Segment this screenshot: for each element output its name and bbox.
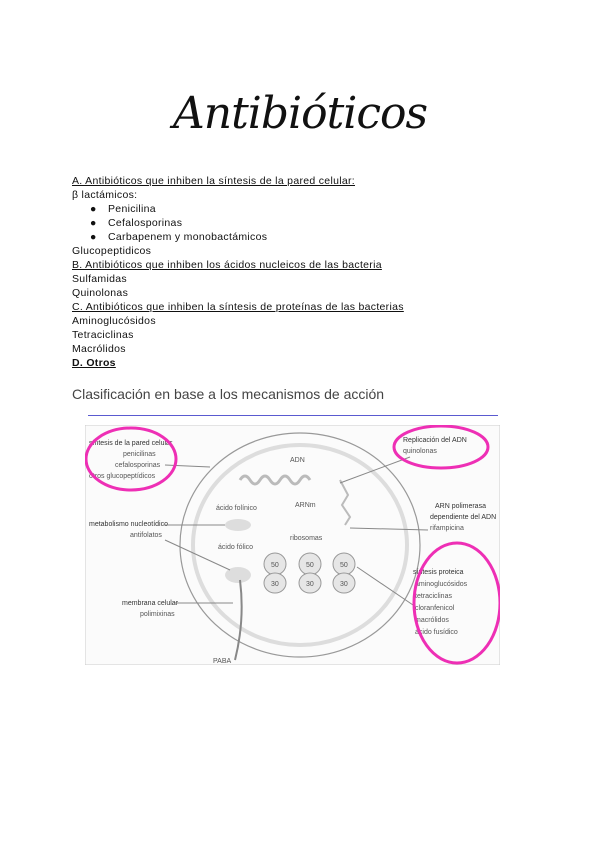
svg-text:rifampicina: rifampicina <box>430 525 464 532</box>
section-c-heading: C. Antibióticos que inhiben la síntesis de proteínas de las bacterias <box>72 301 404 313</box>
beta-lactamicos-label: β lactámicos: <box>72 189 138 201</box>
svg-text:50: 50 <box>340 562 348 569</box>
adn-label: ADN <box>290 457 305 464</box>
ribosomas-label: ribosomas <box>290 535 323 542</box>
svg-text:aminoglucósidos: aminoglucósidos <box>415 581 468 588</box>
mechanism-diagram <box>85 425 500 665</box>
list-item: ● Cefalosporinas <box>90 217 183 229</box>
svg-text:50: 50 <box>306 562 314 569</box>
list-item-text: Cefalosporinas <box>108 217 183 229</box>
section-b-heading: B. Antibióticos que inhiben los ácidos nucleicos de las bacteria <box>72 259 382 271</box>
list-item: Sulfamidas <box>72 273 127 285</box>
acido-folico-label: ácido fólico <box>218 544 254 551</box>
page-title: Antibióticos <box>172 88 428 139</box>
list-item: Quinolonas <box>72 287 129 299</box>
section-a-heading: A. Antibióticos que inhiben la síntesis de la pared celular: <box>72 175 355 187</box>
svg-text:50: 50 <box>271 562 279 569</box>
acido-folinico-label: ácido folínico <box>216 505 257 512</box>
svg-text:30: 30 <box>271 581 279 588</box>
enzyme-blob <box>225 519 251 531</box>
svg-text:polimixinas: polimixinas <box>140 611 175 618</box>
subtitle: Clasificación en base a los mecanismos de acción <box>72 386 385 402</box>
svg-text:cefalosporinas: cefalosporinas <box>115 462 161 469</box>
svg-text:macrólidos: macrólidos <box>415 617 449 624</box>
list-item: ● Carbapenem y monobactámicos <box>90 231 268 243</box>
svg-text:30: 30 <box>306 581 314 588</box>
list-item: Tetraciclinas <box>72 329 134 341</box>
list-item-text: Penicilina <box>108 203 156 215</box>
svg-text:síntesis proteica: síntesis proteica <box>413 569 464 576</box>
list-item: Macrólidos <box>72 343 126 355</box>
svg-text:síntesis de la pared celular: síntesis de la pared celular <box>89 440 173 447</box>
svg-text:membrana celular: membrana celular <box>122 600 179 607</box>
paba-label: PABA <box>213 658 232 665</box>
svg-text:dependiente del ADN: dependiente del ADN <box>430 514 497 521</box>
svg-text:quinolonas: quinolonas <box>403 448 437 455</box>
list-item: ● Penicilina <box>90 203 156 215</box>
glucopeptidicos-label: Glucopeptidicos <box>72 245 152 257</box>
divider-line <box>88 415 498 416</box>
svg-text:ácido fusídico: ácido fusídico <box>415 629 458 636</box>
svg-text:tetraciclinas: tetraciclinas <box>415 593 452 600</box>
svg-text:metabolismo nucleotídico: metabolismo nucleotídico <box>89 521 168 528</box>
list-item: Aminoglucósidos <box>72 315 156 327</box>
svg-text:30: 30 <box>340 581 348 588</box>
svg-text:cloranfenicol: cloranfenicol <box>415 605 455 612</box>
list-item-text: Carbapenem y monobactámicos <box>108 231 268 243</box>
svg-text:Replicación del ADN: Replicación del ADN <box>403 437 467 444</box>
svg-text:otros glucopeptídicos: otros glucopeptídicos <box>89 473 156 480</box>
section-d-heading: D. Otros <box>72 357 116 369</box>
svg-text:ARN polimerasa: ARN polimerasa <box>435 503 486 510</box>
svg-text:antifolatos: antifolatos <box>130 532 162 539</box>
arnm-label: ARNm <box>295 502 316 509</box>
svg-text:penicilinas: penicilinas <box>123 451 156 458</box>
